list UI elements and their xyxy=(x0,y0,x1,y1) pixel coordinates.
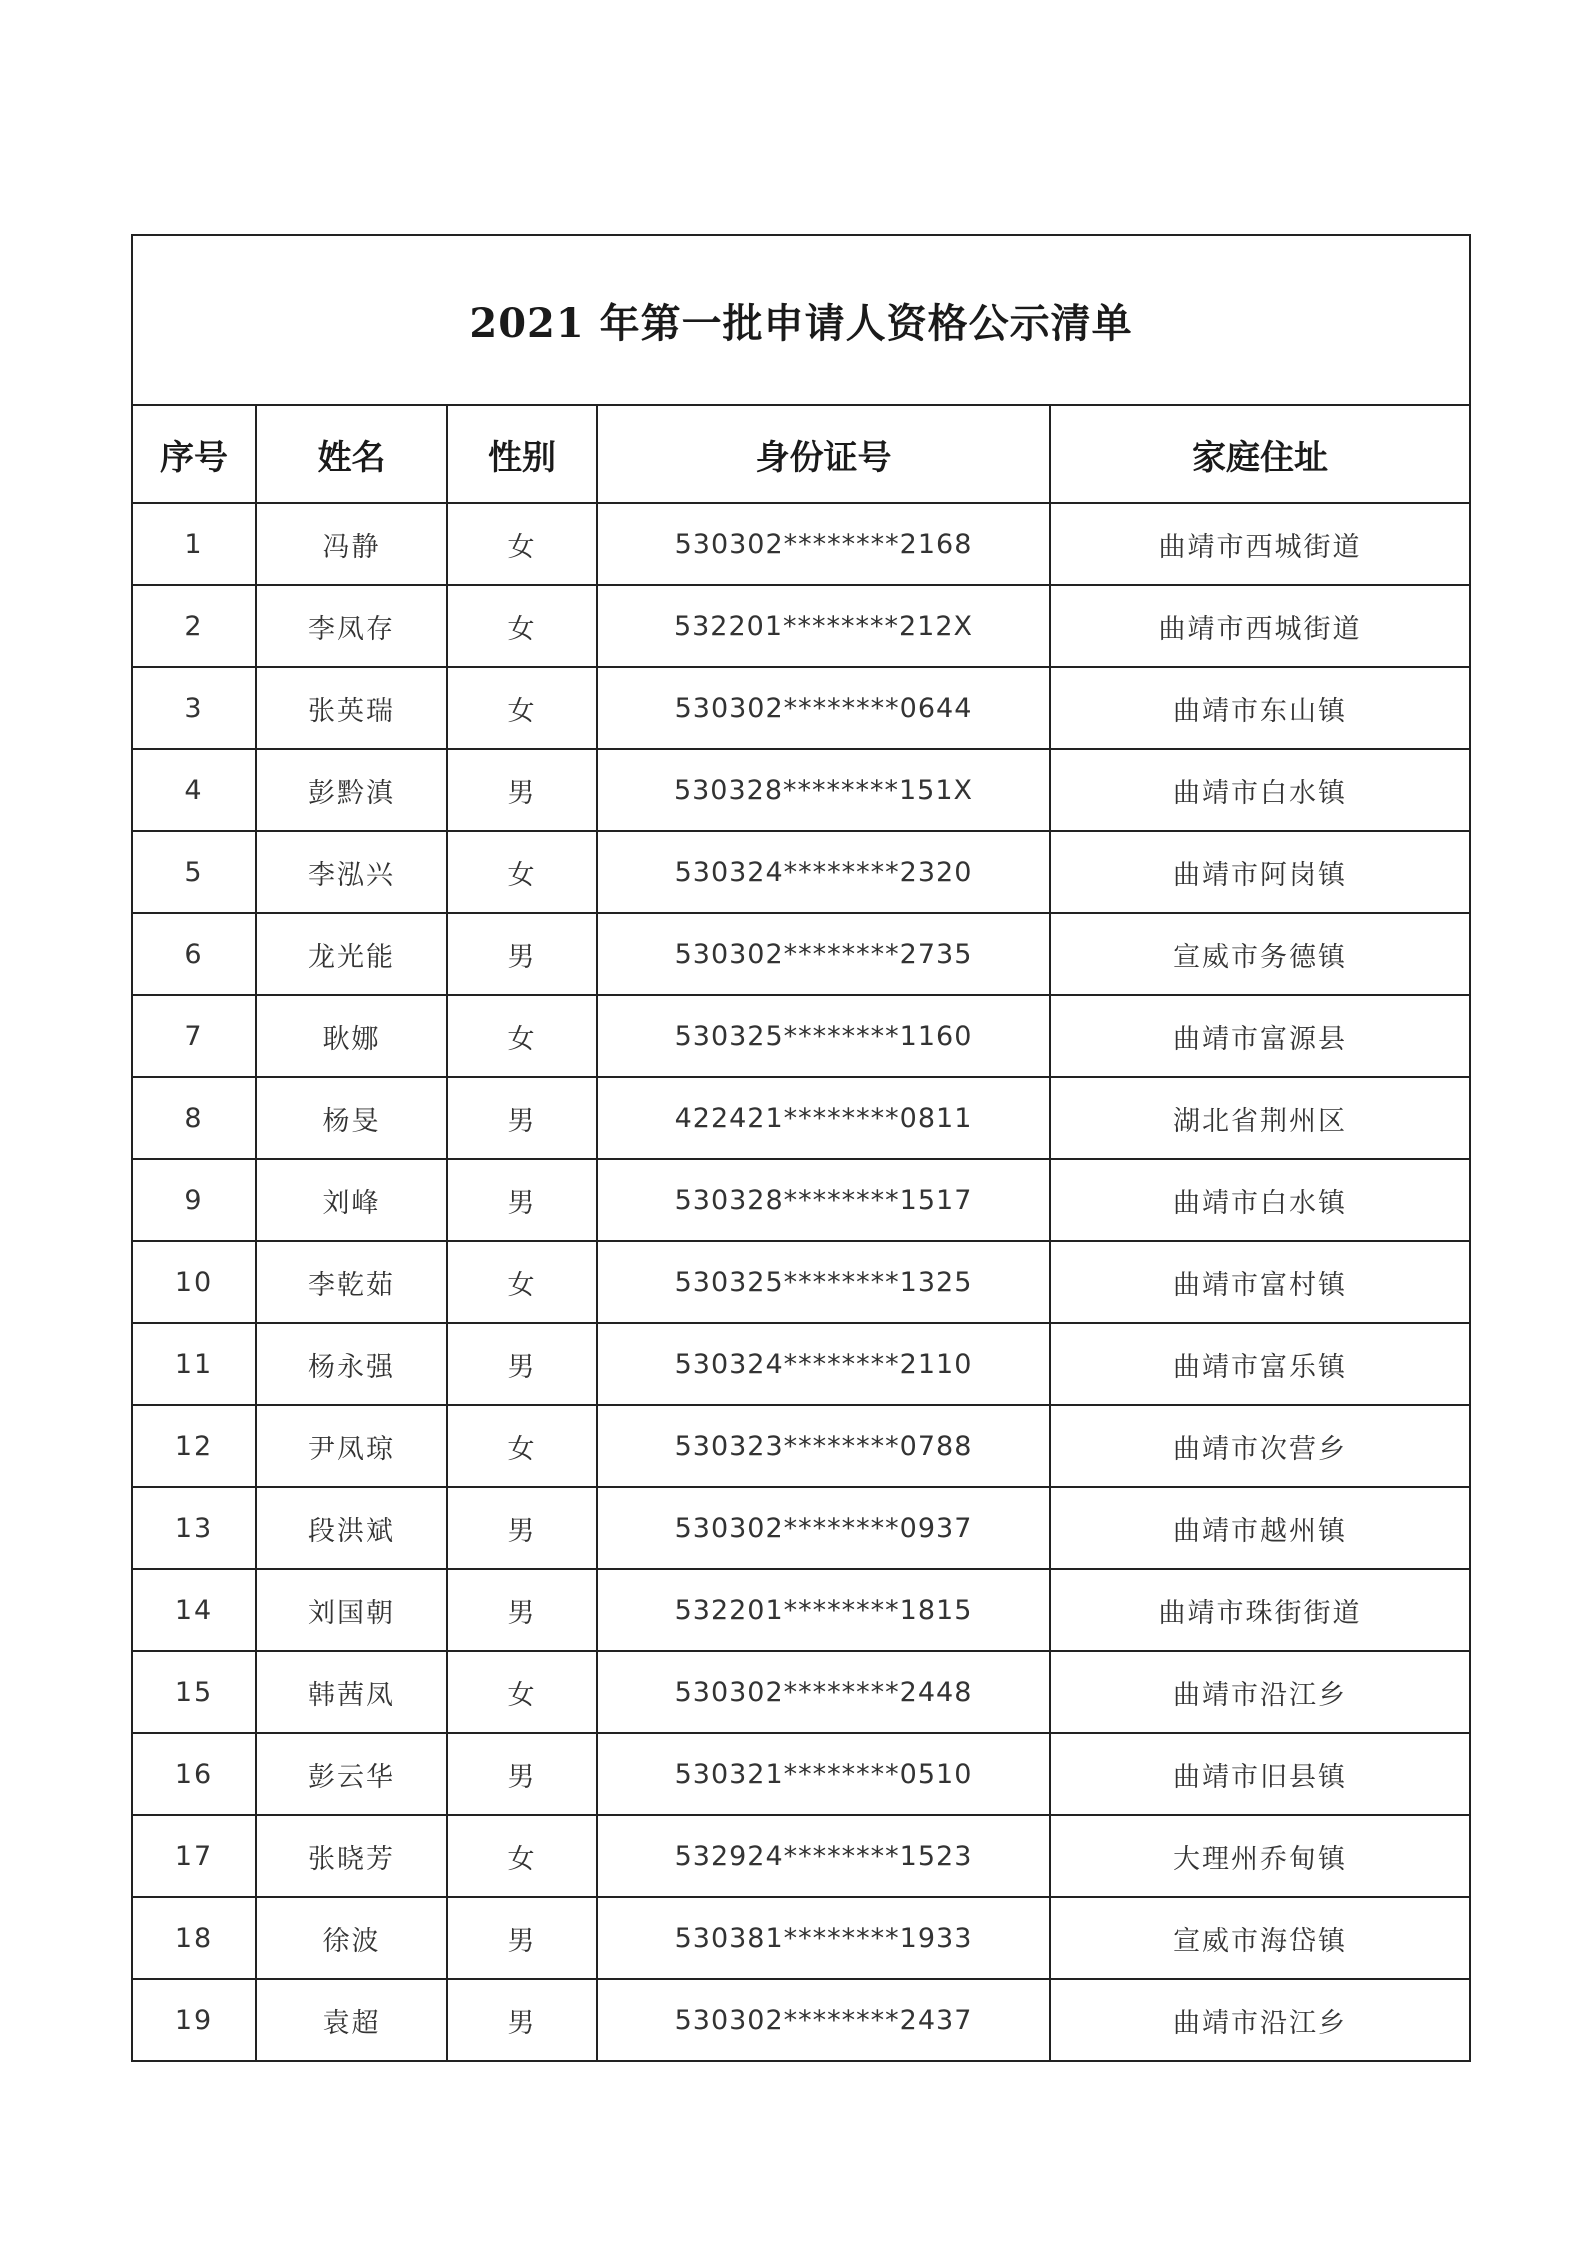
cell-gender: 男 xyxy=(447,913,597,995)
cell-index: 9 xyxy=(132,1159,256,1241)
cell-name: 龙光能 xyxy=(256,913,447,995)
cell-id-number: 422421********0811 xyxy=(597,1077,1050,1159)
table-row xyxy=(132,1651,1470,1733)
cell-id-number: 530328********1517 xyxy=(597,1159,1050,1241)
cell-gender: 男 xyxy=(447,1159,597,1241)
table-row xyxy=(132,1323,1470,1405)
cell-gender: 女 xyxy=(447,1815,597,1897)
cell-id-number: 530324********2320 xyxy=(597,831,1050,913)
table-row xyxy=(132,1159,1470,1241)
cell-index: 1 xyxy=(132,503,256,585)
cell-index: 14 xyxy=(132,1569,256,1651)
cell-address: 湖北省荆州区 xyxy=(1050,1077,1470,1159)
cell-gender: 女 xyxy=(447,831,597,913)
title-row xyxy=(132,235,1470,405)
cell-id-number: 530302********2448 xyxy=(597,1651,1050,1733)
cell-index: 4 xyxy=(132,749,256,831)
table-row xyxy=(132,1815,1470,1897)
table-row xyxy=(132,1569,1470,1651)
cell-address: 曲靖市西城街道 xyxy=(1050,585,1470,667)
table-row xyxy=(132,1897,1470,1979)
cell-address: 宣威市务德镇 xyxy=(1050,913,1470,995)
cell-id-number: 530324********2110 xyxy=(597,1323,1050,1405)
cell-address: 曲靖市富村镇 xyxy=(1050,1241,1470,1323)
cell-index: 12 xyxy=(132,1405,256,1487)
header-index: 序号 xyxy=(132,405,256,503)
cell-id-number: 530325********1325 xyxy=(597,1241,1050,1323)
cell-id-number: 530325********1160 xyxy=(597,995,1050,1077)
cell-id-number: 530302********0644 xyxy=(597,667,1050,749)
cell-name: 刘峰 xyxy=(256,1159,447,1241)
cell-index: 6 xyxy=(132,913,256,995)
cell-id-number: 532201********1815 xyxy=(597,1569,1050,1651)
cell-index: 17 xyxy=(132,1815,256,1897)
cell-id-number: 530302********2168 xyxy=(597,503,1050,585)
cell-name: 耿娜 xyxy=(256,995,447,1077)
applicant-list-table xyxy=(131,234,1471,2062)
table-row xyxy=(132,749,1470,831)
cell-name: 李凤存 xyxy=(256,585,447,667)
cell-id-number: 532924********1523 xyxy=(597,1815,1050,1897)
document-title: 2021 年第一批申请人资格公示清单 xyxy=(132,235,1470,405)
cell-address: 宣威市海岱镇 xyxy=(1050,1897,1470,1979)
cell-gender: 女 xyxy=(447,667,597,749)
cell-name: 杨旻 xyxy=(256,1077,447,1159)
cell-gender: 男 xyxy=(447,1733,597,1815)
cell-index: 19 xyxy=(132,1979,256,2061)
table-row xyxy=(132,913,1470,995)
cell-id-number: 530381********1933 xyxy=(597,1897,1050,1979)
cell-address: 曲靖市越州镇 xyxy=(1050,1487,1470,1569)
cell-id-number: 530323********0788 xyxy=(597,1405,1050,1487)
cell-address: 曲靖市西城街道 xyxy=(1050,503,1470,585)
cell-name: 彭云华 xyxy=(256,1733,447,1815)
cell-name: 张英瑞 xyxy=(256,667,447,749)
cell-name: 徐波 xyxy=(256,1897,447,1979)
cell-gender: 女 xyxy=(447,995,597,1077)
cell-id-number: 532201********212X xyxy=(597,585,1050,667)
cell-address: 曲靖市沿江乡 xyxy=(1050,1979,1470,2061)
cell-index: 3 xyxy=(132,667,256,749)
cell-index: 13 xyxy=(132,1487,256,1569)
cell-index: 11 xyxy=(132,1323,256,1405)
cell-name: 李乾茹 xyxy=(256,1241,447,1323)
cell-address: 曲靖市富乐镇 xyxy=(1050,1323,1470,1405)
cell-gender: 男 xyxy=(447,1487,597,1569)
cell-name: 尹凤琼 xyxy=(256,1405,447,1487)
table-row xyxy=(132,1405,1470,1487)
header-address: 家庭住址 xyxy=(1050,405,1470,503)
cell-address: 曲靖市次营乡 xyxy=(1050,1405,1470,1487)
table-row xyxy=(132,831,1470,913)
cell-gender: 女 xyxy=(447,1405,597,1487)
table-row xyxy=(132,585,1470,667)
cell-address: 曲靖市白水镇 xyxy=(1050,749,1470,831)
cell-gender: 男 xyxy=(447,749,597,831)
cell-address: 大理州乔甸镇 xyxy=(1050,1815,1470,1897)
cell-name: 张晓芳 xyxy=(256,1815,447,1897)
header-row xyxy=(132,405,1470,503)
cell-gender: 女 xyxy=(447,585,597,667)
cell-gender: 男 xyxy=(447,1979,597,2061)
cell-name: 冯静 xyxy=(256,503,447,585)
cell-index: 15 xyxy=(132,1651,256,1733)
cell-name: 袁超 xyxy=(256,1979,447,2061)
header-name: 姓名 xyxy=(256,405,447,503)
cell-address: 曲靖市旧县镇 xyxy=(1050,1733,1470,1815)
cell-gender: 男 xyxy=(447,1077,597,1159)
table-row xyxy=(132,1487,1470,1569)
cell-index: 18 xyxy=(132,1897,256,1979)
table-row xyxy=(132,1979,1470,2061)
table-row xyxy=(132,503,1470,585)
table-row xyxy=(132,1733,1470,1815)
cell-id-number: 530321********0510 xyxy=(597,1733,1050,1815)
cell-id-number: 530302********2735 xyxy=(597,913,1050,995)
cell-address: 曲靖市阿岗镇 xyxy=(1050,831,1470,913)
cell-index: 16 xyxy=(132,1733,256,1815)
cell-gender: 女 xyxy=(447,1241,597,1323)
cell-gender: 男 xyxy=(447,1323,597,1405)
cell-id-number: 530302********2437 xyxy=(597,1979,1050,2061)
table-row xyxy=(132,995,1470,1077)
cell-index: 2 xyxy=(132,585,256,667)
cell-address: 曲靖市东山镇 xyxy=(1050,667,1470,749)
cell-index: 10 xyxy=(132,1241,256,1323)
cell-name: 韩茜凤 xyxy=(256,1651,447,1733)
cell-gender: 男 xyxy=(447,1897,597,1979)
cell-gender: 女 xyxy=(447,1651,597,1733)
cell-name: 彭黔滇 xyxy=(256,749,447,831)
cell-index: 7 xyxy=(132,995,256,1077)
table-row xyxy=(132,667,1470,749)
cell-gender: 女 xyxy=(447,503,597,585)
cell-gender: 男 xyxy=(447,1569,597,1651)
cell-index: 8 xyxy=(132,1077,256,1159)
cell-index: 5 xyxy=(132,831,256,913)
cell-address: 曲靖市珠街街道 xyxy=(1050,1569,1470,1651)
table-row xyxy=(132,1241,1470,1323)
cell-address: 曲靖市白水镇 xyxy=(1050,1159,1470,1241)
cell-name: 李泓兴 xyxy=(256,831,447,913)
cell-address: 曲靖市沿江乡 xyxy=(1050,1651,1470,1733)
header-id-number: 身份证号 xyxy=(597,405,1050,503)
cell-name: 段洪斌 xyxy=(256,1487,447,1569)
cell-name: 刘国朝 xyxy=(256,1569,447,1651)
cell-id-number: 530302********0937 xyxy=(597,1487,1050,1569)
cell-address: 曲靖市富源县 xyxy=(1050,995,1470,1077)
cell-id-number: 530328********151X xyxy=(597,749,1050,831)
table-row xyxy=(132,1077,1470,1159)
header-gender: 性别 xyxy=(447,405,597,503)
cell-name: 杨永强 xyxy=(256,1323,447,1405)
